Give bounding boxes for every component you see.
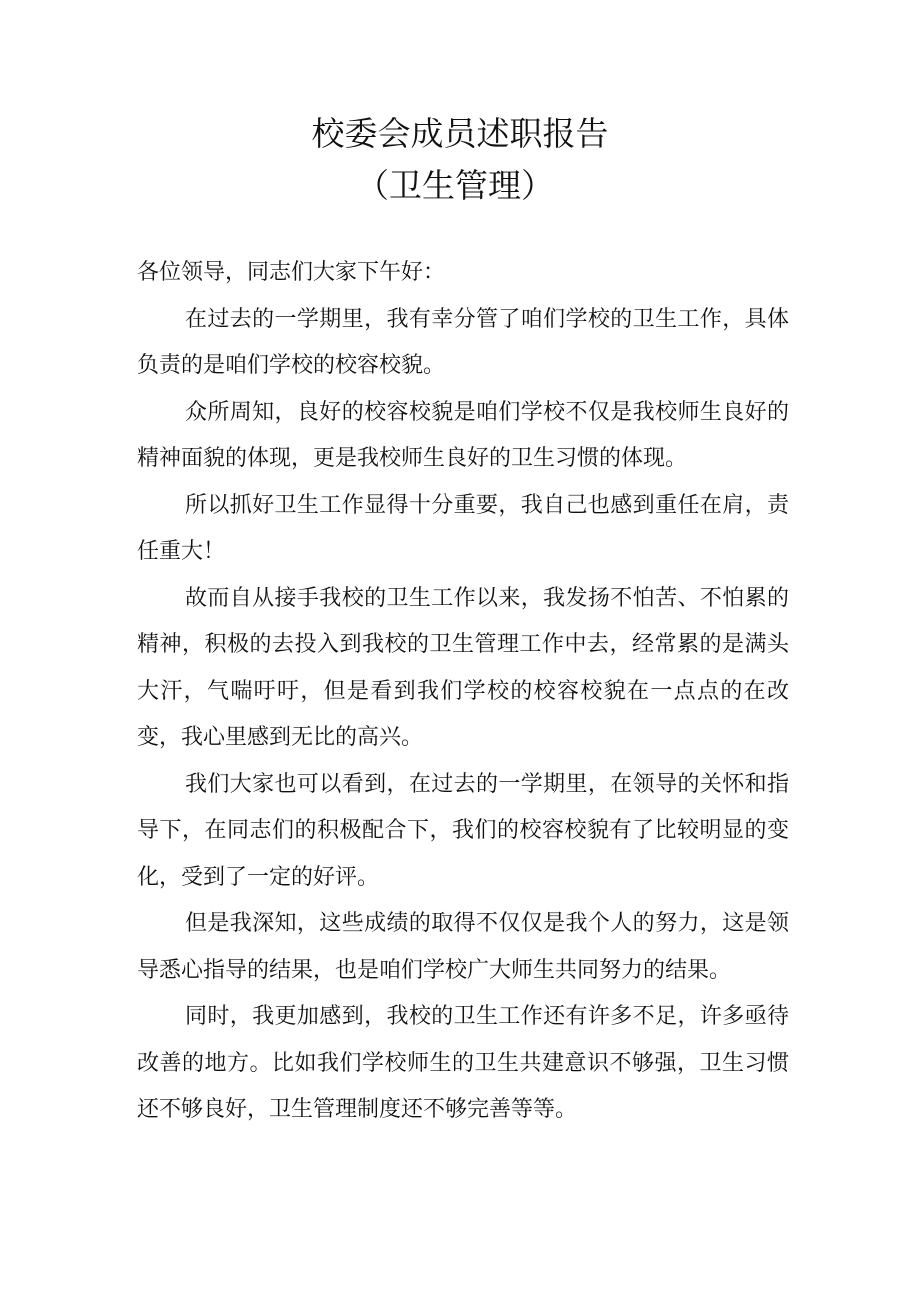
document-body: [137, 250, 789, 1134]
paragraph: 我们大家也可以看到，在过去的一学期里，在领导的关怀和指导下，在同志们的积极配合下，我们的校容校貌有了比较明显的变化，受到了一定的好评。: [137, 771, 789, 890]
greeting: 各位领导，同志们大家下午好：: [137, 260, 446, 285]
document-subtitle: （卫生管理）: [356, 166, 554, 205]
paragraph: 故而自从接手我校的卫生工作以来，我发扬不怕苦、不怕累的精神，积极的去投入到我校的卫生管理工作中去，经常累的是满头大汗，气喘吁吁，但是看到我们学校的校容校貌在一点点的在改变，我心里感到无比的高兴。: [137, 585, 789, 750]
paragraph: 所以抓好卫生工作显得十分重要，我自己也感到重任在肩，责任重大！: [137, 492, 789, 564]
title-block: [0, 108, 920, 212]
paragraph: 同时，我更加感到，我校的卫生工作还有许多不足，许多亟待改善的地方。比如我们学校师生的卫生共建意识不够强，卫生习惯还不够良好，卫生管理制度还不够完善等等。: [137, 1004, 789, 1122]
paragraph: 众所周知，良好的校容校貌是咱们学校不仅是我校师生良好的精神面貌的体现，更是我校师生良好的卫生习惯的体现。: [137, 399, 789, 471]
paragraph: 在过去的一学期里，我有幸分管了咱们学校的卫生工作，具体负责的是咱们学校的校容校貌。: [137, 306, 789, 378]
paragraph: 但是我深知，这些成绩的取得不仅仅是我个人的努力，这是领导悉心指导的结果，也是咱们学校广大师生共同努力的结果。: [137, 911, 789, 983]
document-title: 校委会成员述职报告: [311, 114, 609, 153]
